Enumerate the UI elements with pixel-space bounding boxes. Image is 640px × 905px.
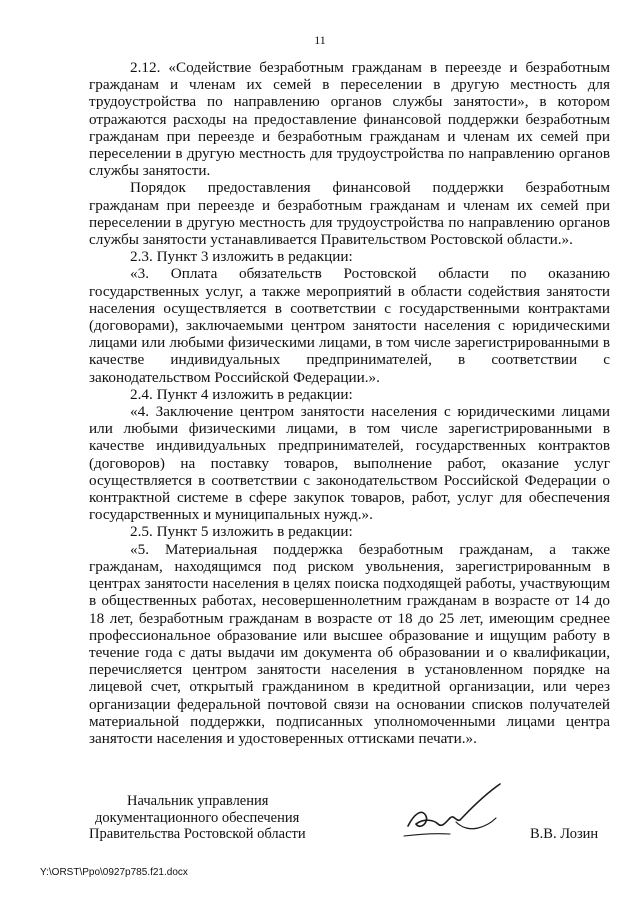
signatory-title-line-1: Начальник управления <box>127 793 269 809</box>
paragraph-2-4-heading: 2.4. Пункт 4 изложить в редакции: <box>130 385 353 403</box>
handwritten-signature-icon <box>400 778 510 853</box>
file-path-footer: Y:\ORST\Ppo\0927p785.f21.docx <box>40 867 188 878</box>
paragraph-2-3-heading: 2.3. Пункт 3 изложить в редакции: <box>130 248 353 266</box>
paragraph-2-5-heading: 2.5. Пункт 5 изложить в редакции: <box>130 523 353 541</box>
paragraph-financial-support-order: Порядок предоставления финансовой поддержки безработным гражданам при переезде и безработным гражданам и членам их семей при переселении в другую местность для трудоустройства по направлению органов службы занятости устанавливается Правительством Ростовской области.». <box>89 179 610 249</box>
paragraph-point-3: «3. Оплата обязательств Ростовской области по оказанию государственных услуг, а также мероприятий в области содействия занятости населения осуществляется в соответствии с государственными контрактами (договорами), заключаемыми центром занятости населения с юридическими лицами или любыми физическими лицами, в том числе зарегистрированными в качестве индивидуальных предпринимателей, в соответствии с законодательством Российской Федерации.». <box>89 265 610 386</box>
paragraph-point-4: «4. Заключение центром занятости населения с юридическими лицами или любыми физическими лицами, в том числе зарегистрированными в качестве индивидуальных предпринимателей, государственных контрактов (договоров) на поставку товаров, выполнение работ, оказание услуг осуществляется в соответствии с законодательством Российской Федерации о контрактной системе в сфере закупок товаров, работ, услуг для обеспечения государственных и муниципальных нужд.». <box>89 403 610 524</box>
paragraph-2-12: 2.12. «Содействие безработным гражданам в переезде и безработным гражданам и членам их семей в переселении в другую местность для трудоустройства по направлению органов службы занятости», в котором отражаются расходы на предоставление финансовой поддержки безработным гражданам при переезде и безработным гражданам и членам их семей при переселении в другую местность для трудоустройства по направлению органов службы занятости. <box>89 59 610 180</box>
signatory-name: В.В. Лозин <box>530 826 599 842</box>
signatory-title-line-2: документационного обеспечения <box>95 810 300 826</box>
signatory-title-line-3: Правительства Ростовской области <box>89 826 306 842</box>
page-number: 11 <box>314 33 326 47</box>
paragraph-point-5: «5. Материальная поддержка безработным гражданам, а также гражданам, находящимся под риском увольнения, зарегистрированным в центрах занятости населения в целях поиска подходящей работы, участвующим в общественных работах, несовершеннолетним гражданам в возрасте от 14 до 18 лет, безработным гражданам в возрасте от 18 до 25 лет, имеющим среднее профессиональное образование или высшее образование и ищущим работу в течение года с даты выдачи им документа об образовании и о квалификации, перечисляется центром занятости населения в установленном порядке на лицевой счет, открытый гражданином в кредитной организации, или через организации федеральной почтовой связи на основании списков получателей материальной поддержки, подписанных уполномоченными лицами центра занятости населения и удостоверенных оттисками печати.». <box>89 540 610 747</box>
